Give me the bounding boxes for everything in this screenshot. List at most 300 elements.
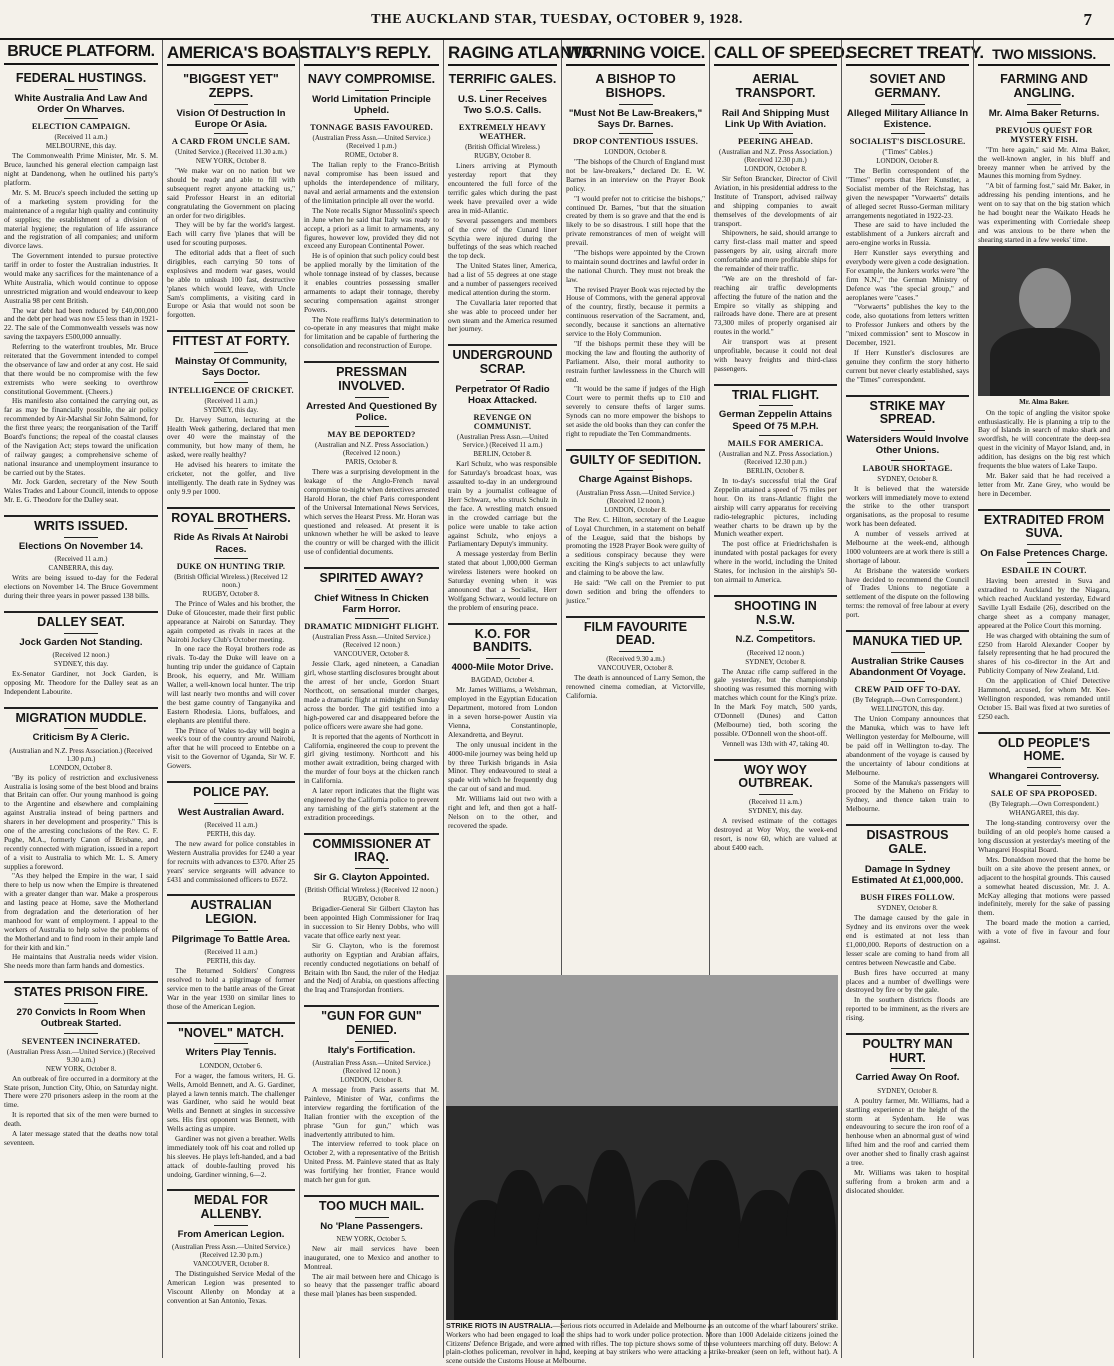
column-banner: AMERICA'S BOAST. <box>167 40 295 66</box>
photo-figure <box>586 1150 636 1320</box>
story-headline: SHOOTING IN N.S.W. <box>734 598 817 627</box>
news-story <box>846 621 969 814</box>
story-headline: FEDERAL HUSTINGS. <box>15 71 147 85</box>
story-divider <box>304 1195 439 1197</box>
story-dateline: (Australian Press Assn.—United Service.) (Received 12 noon.) <box>312 633 431 650</box>
story-divider <box>714 384 837 386</box>
story-paragraph: The Commonwealth Prime Minister, Mr. S. M. Bruce, launched his general election campaign last night at Dandenong, when he outlined his party's platform. <box>4 151 158 188</box>
story-divider <box>304 1005 439 1007</box>
story-paragraph: An outbreak of fire occurred in a dormitory at the State prison, Junction City, Ohio, on Saturday night. There were 270 prisoners asleep in the room at the time. <box>4 1073 158 1110</box>
story-subhead: Jock Garden Not Standing. <box>19 636 143 648</box>
headline-rule <box>64 1033 98 1034</box>
story-dateline: (Australian Press Assn.—United Service.) (Received 9.30 a.m.) <box>6 1047 156 1064</box>
story-headline: "BIGGEST YET" ZEPPS. <box>183 72 279 100</box>
story-headline: A BISHOP TO BISHOPS. <box>595 72 676 100</box>
story-kicker: BUSH FIRES FOLLOW. <box>860 893 955 903</box>
photo-background <box>446 975 838 1113</box>
news-story <box>714 375 837 585</box>
story-paragraph: Mrs. Donaldson moved that the home be built on a site above the present annex, or adjacent to the hospital grounds. This caused a somewhat heated discussion, Mr. J. A. McKay alleging that motions were passed indefinitely, merely for the sake of passing them. <box>978 854 1110 918</box>
story-body <box>846 167 969 384</box>
story-body <box>714 817 837 853</box>
headline-rule <box>486 409 520 410</box>
story-dateline: (British Official Wireless.) (Received 12 noon.) <box>304 886 439 895</box>
headline-rule <box>214 930 248 931</box>
story-divider <box>978 509 1110 511</box>
story-kicker: EXTREMELY HEAVY WEATHER. <box>458 123 547 142</box>
story-subhead: 4000-Mile Motor Drive. <box>451 662 554 674</box>
column-banner: WARNING VOICE. <box>566 40 705 66</box>
story-paragraph: Writs are being issued to-day for the Federal elections on November 14. The Bruce Government during their three years in power passed 138 bills. <box>4 573 158 600</box>
story-headline: DISASTROUS GALE. <box>866 828 949 856</box>
headline-rule <box>64 728 98 729</box>
story-place: SYDNEY, October 8. <box>877 904 938 913</box>
story-paragraph: A poultry farmer, Mr. Williams, had a startling experience at the height of the storm at Sydenham. He was endeavouring to secure the iron roof of a henhouse when an abnormal gust of wind lifted him and the roof and carried them over another shed to finally crash against a tree. <box>846 1095 969 1168</box>
news-story <box>304 66 439 351</box>
story-body <box>714 477 837 585</box>
story-paragraph: A message from Paris asserts that M. Painleve, Minister of War, confirms the interview regarding the fortification of the Italian frontier with the exception of the phrase "Gun for gun," which was inadvertently attributed to him. <box>304 1085 439 1139</box>
story-paragraph: The revised Prayer Book was rejected by the House of Commons, with the general approval of the country, firstly, because it permits a continuous reservation of the Sacrament, and, secondly, because it sanctions an alternative service to the Holy Communion. <box>566 284 705 339</box>
story-headline: PRESSMAN INVOLVED. <box>336 365 407 393</box>
column-banner: ITALY'S REPLY. <box>304 40 439 66</box>
story-divider <box>304 833 439 835</box>
story-place: SYDNEY, October 8. <box>877 1086 938 1095</box>
headline-rule <box>214 382 248 383</box>
story-paragraph: Vennell was 13th with 47, taking 40. <box>722 738 830 748</box>
story-paragraph: The editorial adds that a fleet of such dirigibles, each carrying 50 tons of explosives and modern war gases, would be able to unleash 100 fast, destructive 'planes which would leave, with Uncle Sam's compliments, a visiting card in Europe or Asia that would not soon be forgotten. <box>167 248 295 320</box>
story-dateline: (Australian Press Assn.—United Service.) (Received 11 a.m.) <box>456 433 549 450</box>
headline-rule <box>1027 544 1061 545</box>
column-banner: TWO MISSIONS. <box>978 40 1110 66</box>
story-kicker: SALE OF SPA PROPOSED. <box>990 789 1098 799</box>
story-kicker: ESDAILE IN COURT. <box>1001 566 1087 576</box>
story-paragraph: The Prince of Wales and his brother, the Duke of Gloucester, made their first public appearance at Nairobi on Saturday. They again competed as rivals in races at the Nairobi Jockey Club's October meeting. <box>167 599 295 644</box>
news-story <box>846 386 969 620</box>
story-kicker: DROP CONTENTIOUS ISSUES. <box>572 137 699 147</box>
news-story <box>448 335 557 612</box>
story-headline: ROYAL BROTHERS. <box>171 510 291 525</box>
story-paragraph: In to-day's successful trial the Graf Zeppelin attained a speed of 75 miles per hour. On its trans-Atlantic flight the airship will carry apparatus for receiving radio-telegraphic pictures, including weather charts to be drawn up by the Munich weather expert. <box>714 476 837 539</box>
story-divider <box>846 630 969 632</box>
headline-rule <box>355 397 389 398</box>
story-headline: OLD PEOPLE'S HOME. <box>998 735 1090 764</box>
story-headline: TERRIFIC GALES. <box>448 72 557 86</box>
story-paragraph: Several passengers and members of the crew of the Cunard liner Scythia were injured during the buffetings of the seas which reached the top deck. <box>448 215 557 261</box>
portrait-photo <box>978 246 1110 396</box>
story-divider <box>846 824 969 826</box>
photo-caption-lead: STRIKE RIOTS IN AUSTRALIA. <box>446 1321 553 1330</box>
story-subhead: West Australian Award. <box>177 806 285 818</box>
story-dateline: (Australian and N.Z. Press Association.) (Received 12.30 p.m.) <box>719 148 832 165</box>
story-paragraph: Jessie Clark, aged nineteen, a Canadian girl, whose startling disclosures brought about the arrest of her uncle, Gordon Stuart Northcott, on sensational murder charges, made a dramatic flight at midnight on Sunday across the border. The girl testified into a high-powered car and disappeared before the police officers were aware she had gone. <box>304 659 439 731</box>
headline-rule <box>355 119 389 120</box>
story-place: NEW YORK, October 8. <box>195 157 267 166</box>
news-story <box>4 698 158 972</box>
news-story <box>304 352 439 557</box>
story-subhead: World Limitation Principle Upheld. <box>312 93 431 117</box>
story-paragraph: Some of the Manuka's passengers will proceed by the Maheno on Friday to Sydney, and thence taken train to Melbourne. <box>846 777 969 814</box>
story-place: ROME, October 8. <box>344 151 399 160</box>
portrait-caption: Mr. Alma Baker. <box>1019 397 1069 406</box>
news-story <box>846 1024 969 1196</box>
story-place: LONDON, October 8. <box>876 157 939 166</box>
story-subhead: Perpetrator Of Radio Hoax Attacked. <box>455 383 550 407</box>
story-subhead: Australian Strike Causes Abandonment Of Voyage. <box>849 655 966 679</box>
story-place: SYDNEY, October 8. <box>745 657 806 666</box>
story-place: BAGDAD, October 4. <box>471 676 534 685</box>
story-body <box>714 668 837 749</box>
story-subhead: Charge Against Bishops. <box>578 474 693 486</box>
story-body <box>167 600 295 771</box>
story-place: LONDON, October 6. <box>199 1061 263 1070</box>
story-place: WELLINGTON, this day. <box>871 705 944 714</box>
news-column <box>973 40 1114 1358</box>
news-story <box>304 996 439 1185</box>
headline-rule <box>64 1003 98 1004</box>
headline-rule <box>355 589 389 590</box>
story-headline: K.O. FOR BANDITS. <box>472 626 533 655</box>
story-body <box>846 715 969 814</box>
story-place: RUGBY, October 8. <box>474 152 531 161</box>
story-subhead: Criticism By A Cleric. <box>32 732 130 744</box>
story-headline: FARMING AND ANGLING. <box>1000 72 1088 100</box>
story-headline: NAVY COMPROMISE. <box>307 72 436 86</box>
headline-rule <box>64 633 98 634</box>
story-divider <box>167 330 295 332</box>
story-paragraph: Mr. S. M. Bruce's speech included the setting up of a marketing system providing for the maintenance of a regular high quality and continuity of supplies; the establishment of a division of material hygiene; the regulation of life assurance and the registration of all companies; and uniform divorce laws. <box>4 187 158 251</box>
story-paragraph: The damage caused by the gale in Sydney and its environs over the week end is estimated at not less than £1,000,000. Reports of destruction on a lesser scale are coming to hand from all centres between Newcastle and Cabe. <box>846 913 969 967</box>
story-headline: AERIAL TRANSPORT. <box>735 72 816 100</box>
headline-rule <box>214 104 248 105</box>
story-subhead: Vision Of Destruction In Europe Or Asia. <box>176 107 286 130</box>
story-paragraph: "By its policy of restriction and exclusiveness Australia is losing some of the best blood and brains that Britain can offer. Our young manhood is going to the Argentine and elsewhere and complaining against Australia instead of being partners and sharers in her development and prosperity." This is one of the arresting conclusions of the Rev. C. F. Pughe, M.A., formerly Canon of Brisbane, and recently connected with migration, issued in a report of a visit to Australia to which Mr. L. S. Amery supplies a foreword. <box>4 772 158 871</box>
story-dateline: (Received 11 a.m.) <box>54 133 108 142</box>
story-paragraph: He maintains that Australia needs wider vision. She needs more than farm hands and domestics. <box>4 952 158 971</box>
story-paragraph: There was a surprising development in the leakage of the Anglo-French naval compromise to-night when detectives arrested Harold Horan, the chief Paris correspondent of the Universal International News Services, which serves the Hearst Press. Mr. Horan was questioned and released. At present it is unknown whether he will be asked to leave the country or will be charged with the illicit use of confidential documents. <box>304 467 439 557</box>
story-divider <box>846 1033 969 1035</box>
newspaper-title: THE AUCKLAND STAR, TUESDAY, OCTOBER 9, 1928. <box>371 12 743 27</box>
story-body <box>566 674 705 701</box>
photo-figure <box>786 1170 836 1320</box>
story-paragraph: The Prince of Wales to-day will begin a week's tour of the country around Nairobi, after that he will proceed to Entebbe on a visit to the Governor of Uganda, Sir W. F. Gowers. <box>167 725 295 771</box>
story-subhead: White Australia And Law And Order On Wharves. <box>14 92 148 116</box>
story-paragraph: Karl Schulz, who was responsible for Saturday's broadcast hoax, was assaulted to-day in an underground train by a journalist colleague of Herr Schwarz, who struck Schulz in the face. A wrestling match ensued in the crowded carriage but the police were unable to take action against Schulz, who enjoys a Parliamentary Deputy's immunity. <box>448 459 557 549</box>
story-subhead: Chief Witness In Chicken Farm Horror. <box>314 592 429 616</box>
news-story <box>714 66 837 374</box>
story-headline: MIGRATION MUDDLE. <box>15 710 147 725</box>
story-headline: MANUKA TIED UP. <box>852 633 963 648</box>
story-headline: FILM FAVOURITE DEAD. <box>583 619 688 648</box>
story-place: VANCOUVER, October 8. <box>597 664 674 673</box>
story-divider <box>714 595 837 597</box>
headline-rule <box>619 470 653 471</box>
story-paragraph: "The bishops of the Church of England must not be law-breakers," declared Dr. E. W. Barnes in an interview on the Prayer Book policy. <box>566 157 705 193</box>
story-subhead: Whangarei Controversy. <box>988 771 1100 783</box>
story-body <box>448 162 557 334</box>
headline-rule <box>355 426 389 427</box>
headline-rule <box>355 90 389 91</box>
story-paragraph: At Brisbane the waterside workers have decided to recommend the Council of Trades Unions to negotiate a settlement of the dispute on the following terms: the removal of free labour at every port. <box>846 565 969 620</box>
news-story <box>304 824 439 996</box>
story-subhead: Mainstay Of Community, Says Doctor. <box>175 356 287 379</box>
headline-rule <box>355 1217 389 1218</box>
story-paragraph: The Rev. C. Hilton, secretary of the League of Loyal Churchmen, in a statement on behalf of the League, said that the bishops by promoting the 1928 Prayer Book were guilty of a seditious conspiracy because they were exciting the King's subjects to act unlawfully and claiming to be above the law. <box>566 514 705 578</box>
story-dateline: (Australian Press Assn.—United Service.) (Received 12 noon.) <box>312 1059 431 1076</box>
story-body <box>167 967 295 1011</box>
story-headline: EXTRADITED FROM SUVA. <box>983 512 1105 541</box>
story-paragraph: Shipowners, he said, should arrange to carry first-class mail matter and speed passengers by air, using aircraft more comfortable and more profitable ships for the remainder of their traffic. <box>714 228 837 274</box>
story-headline: STATES PRISON FIRE. <box>13 985 149 1000</box>
headline-rule <box>891 889 925 890</box>
story-paragraph: Air transport was at present unprofitable, because it could not deal with heavy freights and third-class passengers. <box>714 337 837 373</box>
story-subhead: Arrested And Questioned By Police. <box>306 400 437 423</box>
headline-rule <box>891 681 925 682</box>
story-paragraph: The interview referred to took place on October 2, with a representative of the British United Press. M. Painleve stated that as Italy was fortifying her frontier, France would match her gun for gun. <box>304 1139 439 1184</box>
news-story <box>167 772 295 885</box>
headline-rule <box>486 658 520 659</box>
story-place: PERTH, this day. <box>206 957 256 966</box>
story-subhead: Writers Play Tennis. <box>185 1047 277 1059</box>
story-subhead: German Zeppelin Attains Speed Of 75 M.P.H. <box>718 409 833 432</box>
story-paragraph: "We make war on no nation but we should be ready and able to fill with subsequent regret anyone attacking us," said Professor Hearst in an editorial congratulating the Government on placing an order for two dirigibles. <box>167 166 295 220</box>
news-story <box>978 500 1110 722</box>
story-body <box>4 774 158 972</box>
news-story <box>846 66 969 385</box>
story-kicker: TONNAGE BASIS FAVOURED. <box>310 123 433 133</box>
story-subhead: Carried Away On Roof. <box>855 1072 960 1084</box>
story-paragraph: On the topic of angling the visitor spoke enthusiastically. He is planning a trip to the Bay of Islands in search of mako shark and swordfish, he will concentrate the deep-sea quest in the vicinity of Mayor Island, and, in addition, has designs on the big rest which frequents the blue waters of Lake Taupo. <box>978 407 1110 470</box>
story-dateline: (By Telegraph.—Own Correspondent.) <box>852 696 963 705</box>
news-story <box>714 586 837 749</box>
story-place: BERLIN, October 8. <box>473 450 532 459</box>
story-body <box>304 660 439 822</box>
story-paragraph: Mr. Baker said that he had received a letter from Mr. Zane Grey, who would be here in December. <box>978 470 1110 498</box>
story-body <box>167 167 295 320</box>
masthead <box>0 0 1114 40</box>
news-story <box>566 607 705 701</box>
news-story <box>448 614 557 831</box>
story-subhead: Elections On November 14. <box>18 540 144 552</box>
story-divider <box>566 449 705 451</box>
story-paragraph: His manifesto also contained the carrying out, as far as may be financially possible, the air policy recommended by Air-Marshal Sir John Salmond, for the first three years; the reorganisation of the Tariff Board's functions; the repeal of the coastal clauses of the Navigation Act; steps toward the unification of railway gauges; a comprehensive scheme of national insurance and unemployment insurance to be carried out by the States. <box>4 396 158 477</box>
headline-rule <box>759 435 793 436</box>
story-subhead: Mr. Alma Baker Returns. <box>988 107 1100 119</box>
story-paragraph: A message yesterday from Berlin stated that about 1,000,000 German wireless listeners were hooked on Saturday evening when it was announced that a Socialist, Herr Wolfgang Schwarz, would lecture on the problem of ensuring peace. <box>448 549 557 612</box>
story-paragraph: Mr. Jock Garden, secretary of the New South Wales Trades and Labour Council, intends to oppose Mr. E. G. Theodore for the Dalley seat. <box>4 477 158 505</box>
story-paragraph: The board made the motion a carried, with a vote of five in favour and four against. <box>978 918 1110 945</box>
column-banner: SECRET TREATY. <box>846 40 969 66</box>
story-dateline: (Australian Press Assn.—United Service.) (Received 12 noon.) <box>576 488 695 505</box>
headline-rule <box>619 133 653 134</box>
story-headline: POLICE PAY. <box>193 784 269 799</box>
story-paragraph: In the southern districts floods are reported to be imminent, as the rivers are rising. <box>846 995 969 1023</box>
story-body <box>978 146 1110 245</box>
headline-rule <box>214 528 248 529</box>
story-paragraph: A number of vessels arrived at Melbourne at the week-end, although 1000 volunteers are at work there is still a shortage of labour. <box>846 529 969 565</box>
story-place: LONDON, October 8. <box>604 148 667 157</box>
news-story <box>304 1186 439 1299</box>
story-dateline: (Received 9.30 a.m.) <box>606 655 665 664</box>
story-place: WHANGAREI, this day. <box>1009 809 1079 818</box>
story-paragraph: Brigadier-General Sir Gilbert Clayton has been appointed High Commissioner for Iraq in succession to Sir Henry Dobbs, who will vacate that office early next year. <box>304 904 439 940</box>
story-dateline: (Australian and N.Z. Press Association.) (Received 12.30 p.m.) <box>719 450 832 467</box>
headline-rule <box>214 1043 248 1044</box>
story-dateline: (Received 12 noon.) <box>52 650 110 659</box>
story-paragraph: It is reported that the agents of Northcott in California, engineered the coup to prevent the girl giving testimony. Northcott and his mother await extradition, being charged with the murder of four boys at the chicken ranch in California. <box>304 731 439 786</box>
story-dateline: (Received 11 a.m.) <box>54 555 108 564</box>
photo-caption-text: —Serious riots occurred in Adelaide and Melbourne as an outcome of the wharf labourers' strike. Workers who had been engaged to load the ships had to work under police protection. More than 1000 Adelaide citizens joined the Citizens' Defence Brigade, and were armed with rifles. The top picture shows some of these volunteers marching off duty. Below: A plain-clothes policeman, revolver in hand, keeping at bay strikers who were attacking a strike-breaker (seen on left, without hat). A scene outside the Customs House at Melbourne. <box>446 1321 838 1365</box>
story-paragraph: Mr. Williams was taken to hospital suffering from a broken arm and a dislocated shoulder. <box>846 1167 969 1195</box>
story-place: LONDON, October 8. <box>744 165 807 174</box>
story-paragraph: "The bishops were appointed by the Crown to maintain sound doctrines and lawful order in the national Church. They must not break the law. <box>566 248 705 284</box>
news-story <box>4 602 158 697</box>
headline-rule <box>214 803 248 804</box>
story-place: BERLIN, October 8. <box>746 467 805 476</box>
headline-rule <box>891 860 925 861</box>
story-body <box>846 485 969 620</box>
headline-rule <box>64 118 98 119</box>
story-paragraph: "Vorwaerts" publishes the key to the code, also quotations from letters written to Professor Junkers and others by the "mixed commission" sent to Moscow in December, 1921. <box>846 302 969 348</box>
story-paragraph: Mr. James Williams, a Welshman, employed in the Egyptian Education Department, motored from London in a seven horse-power Austin via Vienna, Constantinople, Alexandretta, and Beyrut. <box>448 685 557 739</box>
story-paragraph: It is reported that six of the men were burned to death. <box>4 1110 158 1129</box>
story-body <box>4 670 158 697</box>
headline-rule <box>891 460 925 461</box>
news-story <box>167 66 295 320</box>
story-body <box>4 574 158 601</box>
headline-rule <box>1027 562 1061 563</box>
news-story <box>304 558 439 822</box>
story-body <box>304 905 439 995</box>
news-story <box>978 723 1110 946</box>
photo-caption <box>446 1321 838 1365</box>
story-paragraph: Sir Sefton Brancker, Director of Civil Aviation, in his presidential address to the Institute of Transport, advised railway and shipping companies to await themselves of the developments of air transport. <box>714 174 837 228</box>
story-place: LONDON, October 8. <box>49 763 113 772</box>
news-story <box>566 440 705 606</box>
story-paragraph: "It would be the same if judges of the High Court were to permit thefts up to £10 and severely to censure thefts of larger sums. Synods can no more empower the bishops to set aside the old books than they can confer the right to repudiate the Ten Commandments. <box>566 384 705 438</box>
story-paragraph: Sir G. Clayton, who is the foremost authority on Egyptian and Arabian affairs, recently conducted negotiations on behalf of Britain with Ibn Saud, the ruler of the Hedjaz and the Nedj of Arabia, on questions affecting the Iraq and Transjordan frontiers. <box>304 940 439 995</box>
news-story <box>167 885 295 1011</box>
story-headline: COMMISSIONER AT IRAQ. <box>312 836 431 865</box>
headline-rule <box>214 352 248 353</box>
story-divider <box>167 894 295 896</box>
story-headline: POULTRY MAN HURT. <box>862 1036 953 1065</box>
story-kicker: SOCIALIST'S DISCLOSURE. <box>849 137 966 147</box>
headline-rule <box>64 537 98 538</box>
story-paragraph: The long-standing controversy over the building of an old people's home caused a long discussion at yesterday's meeting of the Whangarei Hospital Board. <box>978 818 1110 855</box>
story-paragraph: A revised estimate of the cottages destroyed at Woy Woy, the week-end resort, is now 60, which are valued at about £400 each. <box>714 816 837 852</box>
story-headline: "GUN FOR GUN" DENIED. <box>321 1009 422 1037</box>
headline-rule <box>891 133 925 134</box>
story-kicker: ELECTION CAMPAIGN. <box>31 122 131 132</box>
story-paragraph: The only unusual incident in the 4000-mile journey was being held up by three Turkish brigands in Asia Minor. They endeavoured to steal a spade with which he frequently dug the car out of sand and mud. <box>448 739 557 794</box>
story-kicker: LABOUR SHORTAGE. <box>862 463 953 473</box>
story-paragraph: "As they helped the Empire in the war, I said there to help us now when the Empire is threatened with a greater danger than war. Make a prosperous and lasting peace at Home, save the Motherland from degradation and the deterioration of her manhood for want of employment. I appeal to the workers of Australia to help solve the problems of the Motherland and to find room in their ample land for their kith and kin." <box>4 871 158 952</box>
story-place: PARIS, October 8. <box>345 458 398 467</box>
news-story <box>4 506 158 601</box>
story-body <box>167 416 295 497</box>
story-divider <box>4 707 158 709</box>
news-story <box>167 321 295 496</box>
story-place: RUGBY, October 8. <box>202 590 260 599</box>
story-paragraph: On the application of Chief Detective Hammond, accused, for whom Mr. Kee-Wellington responded, was remanded until October 15. Bail was fixed at two sureties of £250 each. <box>978 676 1110 721</box>
story-headline: MEDAL FOR ALLENBY. <box>193 1193 269 1222</box>
story-place: NEW YORK, October 8. <box>45 1064 117 1073</box>
headline-rule <box>355 868 389 869</box>
story-kicker: REVENGE ON COMMUNIST. <box>473 413 532 432</box>
story-body <box>4 152 158 505</box>
news-column <box>162 40 323 1358</box>
story-paragraph: He said: "We call on the Premier to put down sedition and bring the offenders to justice." <box>566 578 705 605</box>
story-divider <box>4 611 158 613</box>
story-paragraph: A later report indicates that the flight was engineered by the California police to prevent any tarnishing of the girl's statement at the extradition proceedings. <box>304 785 439 822</box>
story-paragraph: These are said to have included the establishment of a Junkers aircraft and aero-engine works in Russia. <box>846 220 969 248</box>
story-body <box>4 1075 158 1148</box>
story-paragraph: He is of opinion that such policy could best be applied morally by the limitation of the whole tonnage instead of by classes, because it enables countries possessing smaller armaments to adapt their tonnage, thereby securing compensation against stronger Powers. <box>304 251 439 314</box>
story-headline: WOY WOY OUTBREAK. <box>738 762 813 791</box>
story-paragraph: New air mail services have been inaugurated, one to Mexico and another to Montreal. <box>304 1243 439 1271</box>
story-subhead: U.S. Liner Receives Two S.O.S. Calls. <box>457 93 548 117</box>
story-body <box>978 409 1110 499</box>
story-kicker: INTELLIGENCE OF CRICKET. <box>168 385 294 395</box>
story-paragraph: If Herr Kunstler's disclosures are genuine they confirm the story hitherto current but never clearly established, says the "Times" correspondent. <box>846 347 969 384</box>
news-story <box>566 66 705 439</box>
story-divider <box>167 1022 295 1024</box>
story-headline: GUILTY OF SEDITION. <box>569 452 702 467</box>
story-body <box>978 577 1110 721</box>
story-kicker: SEVENTEEN INCINERATED. <box>21 1036 141 1046</box>
news-story <box>167 498 295 771</box>
story-dateline: (United Service.) (Received 11.30 a.m.) <box>175 148 287 157</box>
story-paragraph: He advised his hearers to imitate the cricketer, not the golfer, and live intelligently. The death rate in Sydney was only 9.9 per 1000. <box>167 460 295 496</box>
story-body <box>448 686 557 830</box>
headline-rule <box>619 651 653 652</box>
story-paragraph: The Union Company announces that the Manuka, which was to have left Wellington yesterday for Melbourne, will be paid off in Wellington to-day. The abandonment of the voyage is caused by the uncertainty of labour conditions at Melbourne. <box>846 714 969 777</box>
story-paragraph: Referring to the waterfront troubles, Mr. Bruce reiterated that the Government intended to compel the observance of law and order at any cost. He said that there would be no compromise with the few extremists who were seeking to overthrow constitutional Government. (Cheers.) <box>4 342 158 396</box>
headline-rule <box>486 380 520 381</box>
column-banner: BRUCE PLATFORM. <box>4 40 158 65</box>
story-divider <box>4 981 158 983</box>
story-place: LONDON, October 8. <box>604 505 667 514</box>
story-body <box>304 1245 439 1299</box>
photo-figure <box>686 1160 741 1320</box>
story-subhead: On False Pretences Charge. <box>980 548 1108 560</box>
story-paragraph: The post office at Friedrichshafen is inundated with postal packages for every where in the world, including the United States, for inclusion in the airship's 50-ton airmail to America. <box>714 539 837 584</box>
news-story <box>4 972 158 1148</box>
news-column <box>299 40 443 1358</box>
story-subhead: Ride As Rivals At Nairobi Races. <box>173 532 289 555</box>
story-paragraph: The death is announced of Larry Semon, the renowned cinema comedian, at Victorville, California. <box>566 673 705 700</box>
story-place: MELBOURNE, this day. <box>45 142 117 151</box>
story-place: SYDNEY, October 8. <box>877 474 938 483</box>
story-body <box>714 175 837 374</box>
story-body <box>167 1270 295 1306</box>
headline-rule <box>64 89 98 90</box>
story-body <box>566 516 705 606</box>
story-subhead: Alleged Military Alliance In Existence. <box>846 107 969 130</box>
story-headline: TOO MUCH MAIL. <box>318 1198 425 1213</box>
story-kicker: MAY BE DEPORTED? <box>327 430 416 440</box>
portrait-head <box>1019 268 1071 330</box>
story-paragraph: For a wager, the famous writers, H. G. Wells, Arnold Bennett, and A. G. Gardiner, played a lawn tennis match. The challenger was Gardiner, who said he would beat Wells and Bennett at singles in successive sets. His first opponent was Bennett, with Wells acting as umpire. <box>167 1070 295 1134</box>
headline-rule <box>1027 104 1061 105</box>
story-body <box>448 460 557 612</box>
headline-rule <box>355 618 389 619</box>
headline-rule <box>891 430 925 431</box>
story-dateline: (Australian Press Assn.—United Service.) (Received 12.30 p.m.) <box>171 1243 290 1260</box>
headline-rule <box>759 104 793 105</box>
headline-rule <box>891 1068 925 1069</box>
news-story <box>167 1180 295 1305</box>
story-subhead: 270 Convicts In Room When Outbreak Started. <box>16 1006 146 1030</box>
